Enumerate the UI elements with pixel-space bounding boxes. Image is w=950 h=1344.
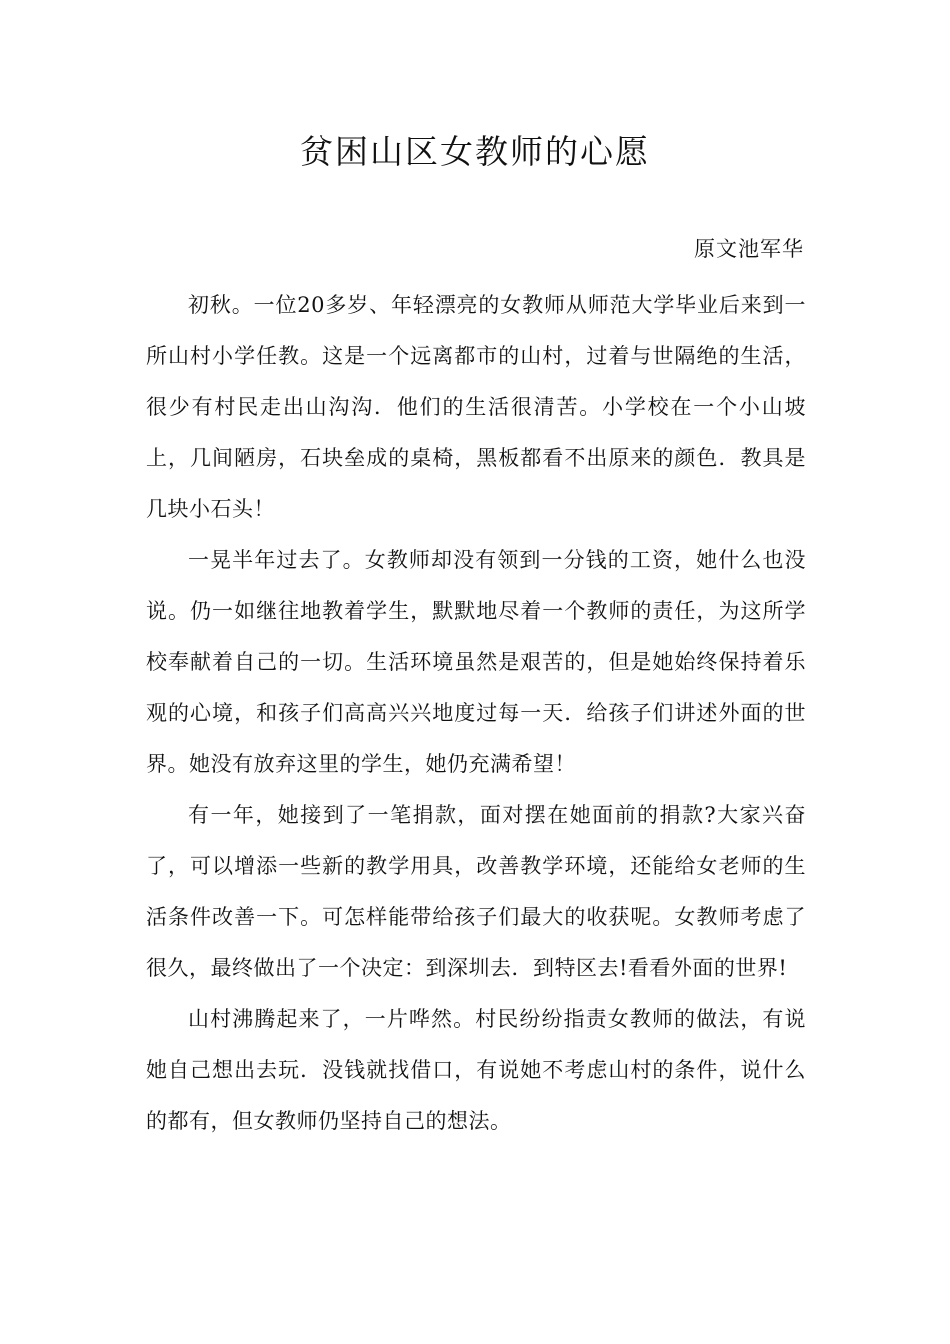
paragraph-3: 有一年，她接到了一笔捐款，面对摆在她面前的捐款?大家兴奋了，可以增添一些新的教学用具，改善教学环境，还能给女老师的生活条件改善一下。可怎样能带给孩子们最大的收获呢。女教师考虑了很久，最终做出了一个决定：到深圳去．到特区去!看看外面的世界! <box>146 803 806 980</box>
document-title: 贫困山区女教师的心愿 <box>300 132 650 171</box>
paragraph-1: 初秋。一位20多岁、年轻漂亮的女教师从师范大学毕业后来到一所山村小学任教。这是一个远离都市的山村，过着与世隔绝的生活，很少有村民走出山沟沟．他们的生活很清苦。小学校在一个小山坡上，几间陋房，石块垒成的桌椅，黑板都看不出原来的颜色．教具是几块小石头！ <box>146 293 806 521</box>
paragraph-4: 山村沸腾起来了，一片哗然。村民纷纷指责女教师的做法，有说她自己想出去玩．没钱就找借口，有说她不考虑山村的条件，说什么的都有，但女教师仍坚持自己的想法。 <box>146 1007 806 1133</box>
document-body <box>146 280 806 1147</box>
author-line: 原文池军华 <box>694 237 804 261</box>
paragraph-2: 一晃半年过去了。女教师却没有领到一分钱的工资，她什么也没说。仍一如继往地教着学生，默默地尽着一个教师的责任，为这所学校奉献着自己的一切。生活环境虽然是艰苦的，但是她始终保持着乐观的心境，和孩子们高高兴兴地度过每一天．给孩子们讲述外面的世界。她没有放弃这里的学生，她仍充满希望！ <box>146 548 806 776</box>
